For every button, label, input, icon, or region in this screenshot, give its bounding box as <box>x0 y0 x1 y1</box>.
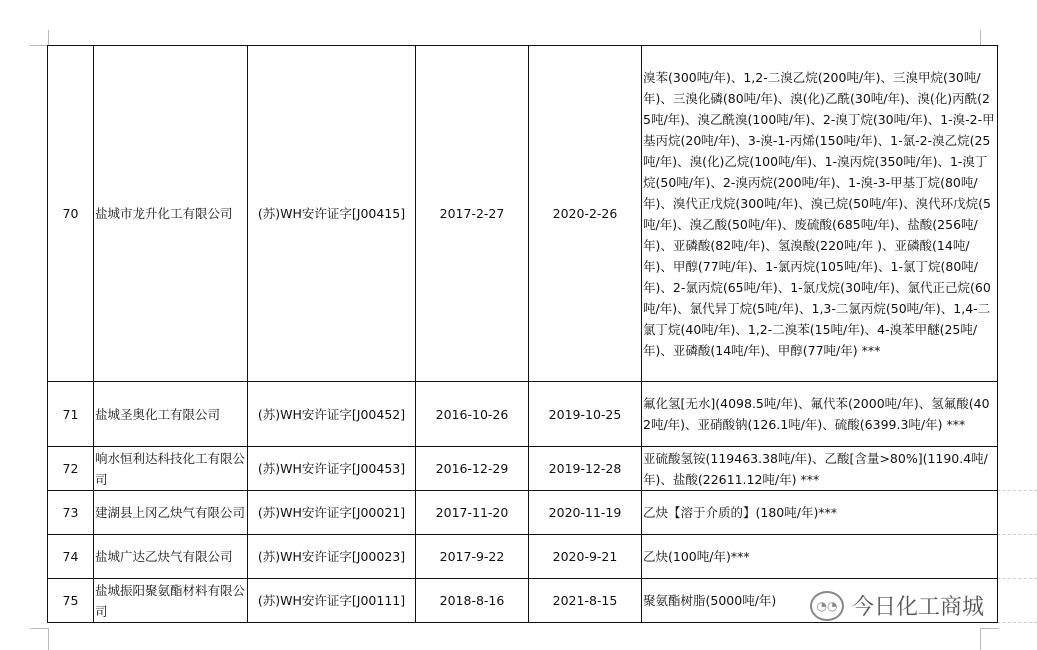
row-number: 70 <box>48 46 94 382</box>
expiry-date: 2020-9-21 <box>529 535 642 579</box>
company-name: 响水恒利达科技化工有限公司 <box>94 447 248 491</box>
watermark <box>810 590 984 621</box>
margin-guide <box>997 534 1037 535</box>
issue-date: 2017-2-27 <box>416 46 529 382</box>
issue-date: 2017-9-22 <box>416 535 529 579</box>
page-corner-mark <box>30 30 49 46</box>
issue-date: 2016-12-29 <box>416 447 529 491</box>
row-number: 72 <box>48 447 94 491</box>
company-name: 盐城市龙升化工有限公司 <box>94 46 248 382</box>
table-row <box>48 46 998 382</box>
company-name: 盐城圣奥化工有限公司 <box>94 382 248 447</box>
company-name: 盐城振阳聚氨酯材料有限公司 <box>94 579 248 623</box>
expiry-date: 2020-11-19 <box>529 491 642 535</box>
license-number: (苏)WH安许证字[J00415] <box>248 46 416 382</box>
license-table <box>47 45 998 623</box>
expiry-date: 2019-10-25 <box>529 382 642 447</box>
row-number: 73 <box>48 491 94 535</box>
products: 聚氨酯树脂(5000吨/年) <box>642 579 998 623</box>
row-number: 75 <box>48 579 94 623</box>
margin-guide <box>997 578 1037 579</box>
license-number: (苏)WH安许证字[J00453] <box>248 447 416 491</box>
table-row <box>48 491 998 535</box>
products: 乙炔(100吨/年)*** <box>642 535 998 579</box>
products: 氟化氢[无水](4098.5吨/年)、氟代苯(2000吨/年)、氢氟酸(402吨/年)、亚硝酸钠(126.1吨/年)、硫酸(6399.3吨/年) *** <box>642 382 998 447</box>
watermark-text: 今日化工商城 <box>852 595 985 620</box>
company-name: 建湖县上冈乙炔气有限公司 <box>94 491 248 535</box>
issue-date: 2016-10-26 <box>416 382 529 447</box>
row-number: 71 <box>48 382 94 447</box>
table-row <box>48 535 998 579</box>
license-number: (苏)WH安许证字[J00452] <box>248 382 416 447</box>
table-row <box>48 447 998 491</box>
margin-guide <box>997 490 1037 491</box>
page-corner-mark <box>980 628 999 650</box>
license-number: (苏)WH安许证字[J00111] <box>248 579 416 623</box>
row-number: 74 <box>48 535 94 579</box>
expiry-date: 2019-12-28 <box>529 447 642 491</box>
wechat-icon: ◔◔ <box>810 591 844 621</box>
license-number: (苏)WH安许证字[J00021] <box>248 491 416 535</box>
page-corner-mark <box>980 30 999 46</box>
margin-guide <box>997 622 1037 623</box>
expiry-date: 2021-8-15 <box>529 579 642 623</box>
products: 乙炔【溶于介质的】(180吨/年)*** <box>642 491 998 535</box>
issue-date: 2018-8-16 <box>416 579 529 623</box>
license-number: (苏)WH安许证字[J00023] <box>248 535 416 579</box>
company-name: 盐城广达乙炔气有限公司 <box>94 535 248 579</box>
products: 亚硫酸氢铵(119463.38吨/年)、乙酸[含量>80%](1190.4吨/年)、盐酸(22611.12吨/年) *** <box>642 447 998 491</box>
issue-date: 2017-11-20 <box>416 491 529 535</box>
page-corner-mark <box>30 628 49 650</box>
table-row <box>48 382 998 447</box>
expiry-date: 2020-2-26 <box>529 46 642 382</box>
products: 溴苯(300吨/年)、1,2-二溴乙烷(200吨/年)、三溴甲烷(30吨/年)、三溴化磷(80吨/年)、溴(化)乙酰(30吨/年)、溴(化)丙酰(25吨/年)、溴乙酰溴(100吨/年)、2-溴丁烷(30吨/年)、1-溴-2-甲基丙烷(20吨/年)、3-溴-1-丙烯(150吨/年)、1-氯-2-溴乙烷(25吨/年)、溴(化)乙烷(100吨/年)、1-溴丙烷(350吨/年)、1-溴丁烷(50吨/年)、2-溴丙烷(200吨/年)、1-溴-3-甲基丁烷(80吨/年)、溴代正戊烷(300吨/年)、溴己烷(50吨/年)、溴代环戊烷(5吨/年)、溴乙酸(50吨/年)、废硫酸(685吨/年)、盐酸(256吨/年)、亚磷酸(82吨/年)、氢溴酸(220吨/年 )、亚磷酸(14吨/年)、甲醇(77吨/年)、1-氯丙烷(105吨/年)、1-氯丁烷(80吨/年)、2-氯丙烷(65吨/年)、1-氯戊烷(30吨/年)、氯代正己烷(60吨/年)、氯代异丁烷(5吨/年)、1,3-二氯丙烷(50吨/年)、1,4-二氯丁烷(40吨/年)、1,2-二溴苯(15吨/年)、4-溴苯甲醚(25吨/年)、亚磷酸(14吨/年)、甲醇(77吨/年) *** <box>642 46 998 382</box>
